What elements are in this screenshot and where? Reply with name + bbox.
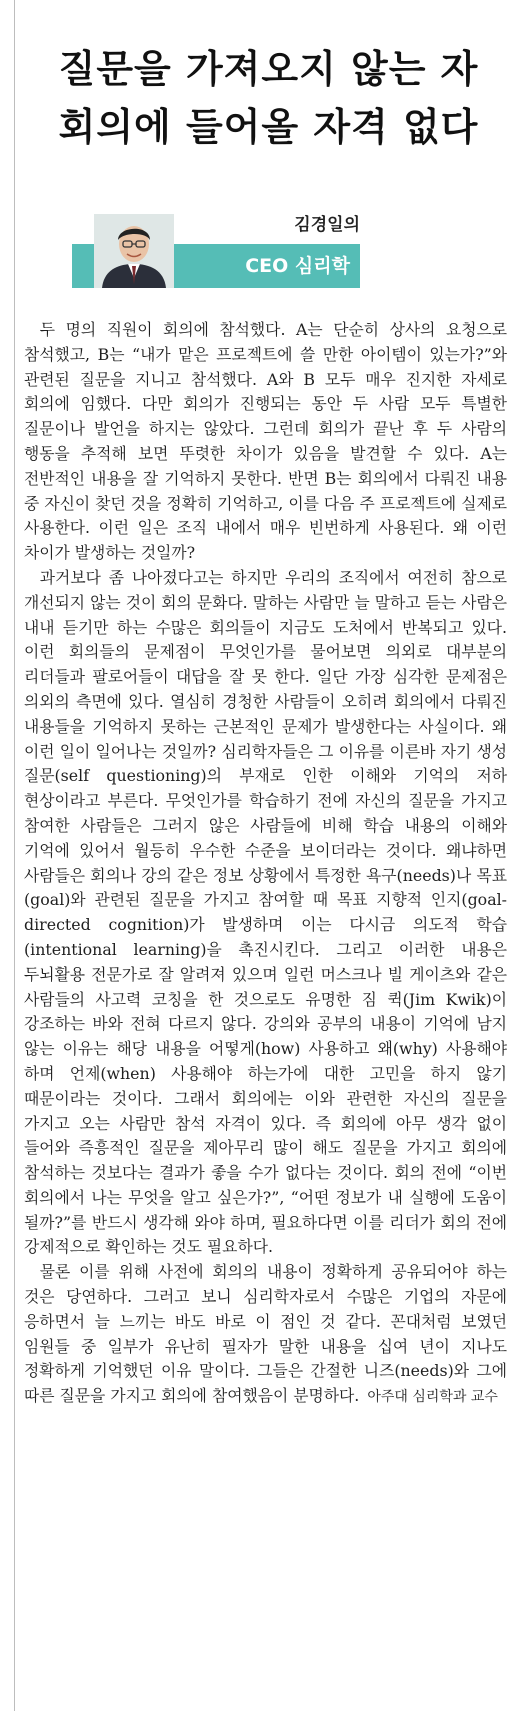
headline-line-2: 회의에 들어올 자격 없다	[58, 105, 479, 149]
author-photo	[94, 214, 174, 288]
paragraph-1: 두 명의 직원이 회의에 참석했다. A는 단순히 상사의 요청으로 참석했고, B는 “내가 맡은 프로젝트에 쓸 만한 아이템이 있는가?”와 관련된 질문을 지니고 참석했다. A와 B 모두 매우 진지한 자세로 회의에 임했다. 다만 회의가 진행되는 동안 두 사람 모두 특별한 질문이나 발언을 하지는 않았다. 그런데 회의가 끝난 후 두 사람의 행동을 추적해 보면 뚜렷한 차이가 있음을 발견할 수 있다. A는 전반적인 내용을 잘 기억하지 못한다. 반면 B는 회의에서 다뤄진 내용 중 자신이 찾던 것을 정확히 기억하고, 이를 다음 주 프로젝트에 실제로 사용한다. 이런 일은 조직 내에서 매우 빈번하게 사용된다. 왜 이런 차이가 발생하는 것일까?	[24, 320, 507, 563]
paragraph-3	[24, 1260, 507, 1410]
column-title: CEO 심리학	[245, 255, 350, 277]
column-divider	[14, 0, 15, 1711]
headline-line-1: 질문을 가져오지 않는 자	[58, 47, 479, 91]
article-body	[24, 318, 507, 1410]
author-signature: 아주대 심리학과 교수	[367, 1389, 498, 1406]
headline	[22, 40, 515, 156]
paragraph-2: 과거보다 좀 나아졌다고는 하지만 우리의 조직에서 여전히 참으로 개선되지 않는 것이 회의 문화다. 말하는 사람만 늘 말하고 듣는 사람은 내내 듣기만 하는 수많은 회의들이 지금도 도처에서 반복되고 있다. 이런 회의들의 문제점이 무엇인가를 물어보면 의외로 대부분의 리더들과 팔로어들이 대답을 잘 못 한다. 일단 가장 심각한 문제점은 의외의 측면에 있다. 열심히 경청한 사람들이 오히려 회의에서 다뤄진 내용들을 기억하지 못하는 근본적인 문제가 발생한다는 사실이다. 왜 이런 일이 일어나는 것일까? 심리학자들은 그 이유를 이른바 자기 생성 질문(self questioning)의 부재로 인한 이해와 기억의 저하 현상이라고 부른다. 무엇인가를 학습하기 전에 자신의 질문을 가지고 참여한 사람들은 그러지 않은 사람들에 비해 학습 내용의 이해와 기억에 있어서 월등히 우수한 수준을 보이더라는 것이다. 왜냐하면 사람들은 회의나 강의 같은 정보 상황에서 특정한 욕구(needs)나 목표(goal)와 관련된 질문을 가지고 참여할 때 목표 지향적 인지(goal-directed cognition)가 발생하며 이는 다시금 의도적 학습(intentional learning)을 촉진시킨다. 그리고 이러한 내용은 두뇌활용 전문가로 잘 알려져 있으며 일런 머스크나 빌 게이츠와 같은 사람들의 사고력 코칭을 한 것으로도 유명한 짐 퀵(Jim Kwik)이 강조하는 바와 전혀 다르지 않다. 강의와 공부의 내용이 기억에 남지 않는 이유는 해당 내용을 어떻게(how) 사용하고 왜(why) 사용해야 하며 언제(when) 사용해야 하는가에 대한 고민을 하지 않기 때문이라는 것이다. 그래서 회의에는 이와 관련한 자신의 질문을 가지고 오는 사람만 참석 자격이 있다. 즉 회의에 아무 생각 없이 들어와 즉흥적인 질문을 제아무리 많이 해도 질문을 가지고 회의에 참석하는 것보다는 결과가 좋을 수가 없다는 것이다. 회의 전에 “이번 회의에서 나는 무엇을 알고 싶은가?”, “어떤 정보가 내 실행에 도움이 될까?”를 반드시 생각해 와야 하며, 필요하다면 이를 리더가 회의 전에 강제적으로 확인하는 것도 필요하다.	[24, 567, 507, 1257]
byline	[72, 208, 360, 288]
author-name: 김경일의	[294, 215, 360, 235]
paragraph-3-text: 물론 이를 위해 사전에 회의의 내용이 정확하게 공유되어야 하는 것은 당연하다. 그러고 보니 심리학자로서 수많은 기업의 자문에 응하면서 늘 느끼는 바도 바로 이 점인 것 같다. 꼰대처럼 보였던 임원들 중 일부가 유난히 필자가 말한 내용을 십여 년이 지나도 정확하게 기억했던 이유 말이다. 그들은 간절한 니즈(needs)와 그에 따른 질문을 가지고 회의에 참여했음이 분명하다.	[24, 1262, 507, 1406]
author-portrait-image	[94, 214, 174, 288]
